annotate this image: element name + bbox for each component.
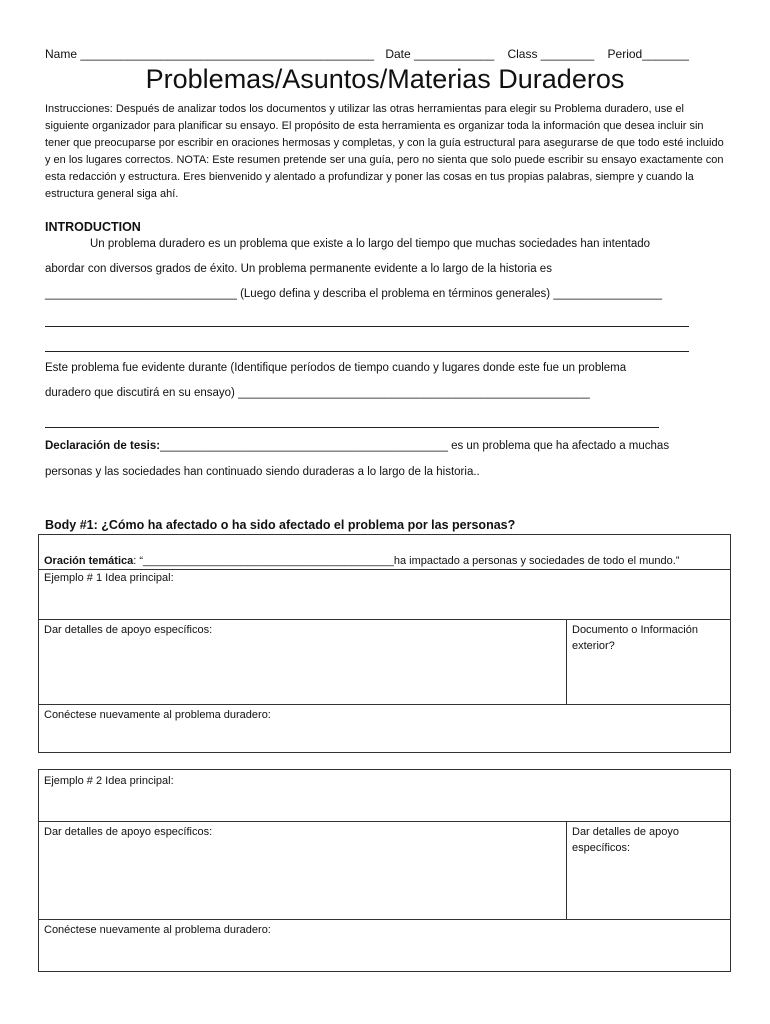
example1-cell[interactable]: Ejemplo # 1 Idea principal: xyxy=(44,572,174,584)
class-field[interactable]: Class ________ xyxy=(507,47,595,61)
intro-blank-line-3[interactable] xyxy=(45,427,659,428)
intro-blank-line-2[interactable] xyxy=(45,351,689,352)
period-field[interactable]: Period_______ xyxy=(607,47,689,61)
intro-line-3 xyxy=(45,288,662,300)
intro-blank-line-1[interactable] xyxy=(45,326,689,327)
page-title: Problemas/Asuntos/Materias Duraderos xyxy=(145,64,625,94)
body2-table xyxy=(38,769,731,972)
topic-sentence-label: Oración temática xyxy=(44,555,134,567)
connect1-cell[interactable]: Conéctese nuevamente al problema duradero: xyxy=(44,709,271,721)
name-field[interactable]: Name ____________________________________________ xyxy=(45,47,374,61)
intro-line-7: personas y las sociedades han continuado siendo duraderas a lo largo de la historia.. xyxy=(45,466,480,478)
intro-line-1: Un problema duradero es un problema que existe a lo largo del tiempo que muchas sociedades han intentado xyxy=(90,238,651,250)
define-problem-blank[interactable]: _________________ xyxy=(553,288,663,300)
introduction-heading: INTRODUCTION xyxy=(45,220,141,234)
thesis-blank[interactable]: _____________________________________________ xyxy=(160,440,448,452)
connect2-cell[interactable]: Conéctese nuevamente al problema duradero: xyxy=(44,924,271,936)
example2-cell[interactable]: Ejemplo # 2 Idea principal: xyxy=(44,775,174,787)
intro-line-5: duradero que discutirá en su ensayo) _______________________________________________________ xyxy=(45,387,590,399)
date-field[interactable]: Date ____________ xyxy=(385,47,495,61)
document1-cell[interactable]: Documento o Información exterior? xyxy=(572,624,698,652)
body1-table xyxy=(38,534,731,753)
body1-heading: Body #1: ¿Cómo ha afectado o ha sido afectado el problema por las personas? xyxy=(45,518,516,532)
intro-line-2: abordar con diversos grados de éxito. Un problema permanente evidente a lo largo de la historia es xyxy=(45,263,552,275)
topic-sentence-text: : “_________________________________________ha impactado a personas y sociedades de todo el mundo.” xyxy=(133,555,680,567)
details1-cell[interactable]: Dar detalles de apoyo específicos: xyxy=(44,624,213,636)
thesis-label: Declaración de tesis: xyxy=(45,440,161,452)
intro-line-4: Este problema fue evidente durante (Identifique períodos de tiempo cuando y lugares donde este fue un problema xyxy=(45,362,627,374)
details2-cell[interactable]: Dar detalles de apoyo específicos: xyxy=(44,826,213,838)
thesis-line xyxy=(45,440,669,452)
problem-blank[interactable]: ______________________________ xyxy=(45,288,237,300)
instructions-paragraph: Instrucciones: Después de analizar todos los documentos y utilizar las otras herramientas para elegir su Problema duradero, use el siguiente organizador para planificar su ensayo. El propósito de esta herramienta es organizar toda la información que desea incluir sin tener que preocuparse por escribir en oraciones hermosas y completas, y con la guía estructural para asegurarse de que todo esté incluido y en los lugares correctos. NOTA: Este resumen pretende ser una guía, pero no sienta que solo puede escribir su ensayo exactamente con esta redacción y estructura. Eres bienvenido y alentado a profundizar y poner las cosas en tus propias palabras, siempre y cuando la estructura general siga ahí. xyxy=(45,103,724,200)
header-fields xyxy=(45,47,735,61)
details2-side-cell[interactable]: Dar detalles de apoyo específicos: xyxy=(572,826,680,854)
define-problem-text: (Luego defina y describa el problema en términos generales) xyxy=(240,288,551,300)
thesis-text: es un problema que ha afectado a muchas xyxy=(447,440,670,452)
